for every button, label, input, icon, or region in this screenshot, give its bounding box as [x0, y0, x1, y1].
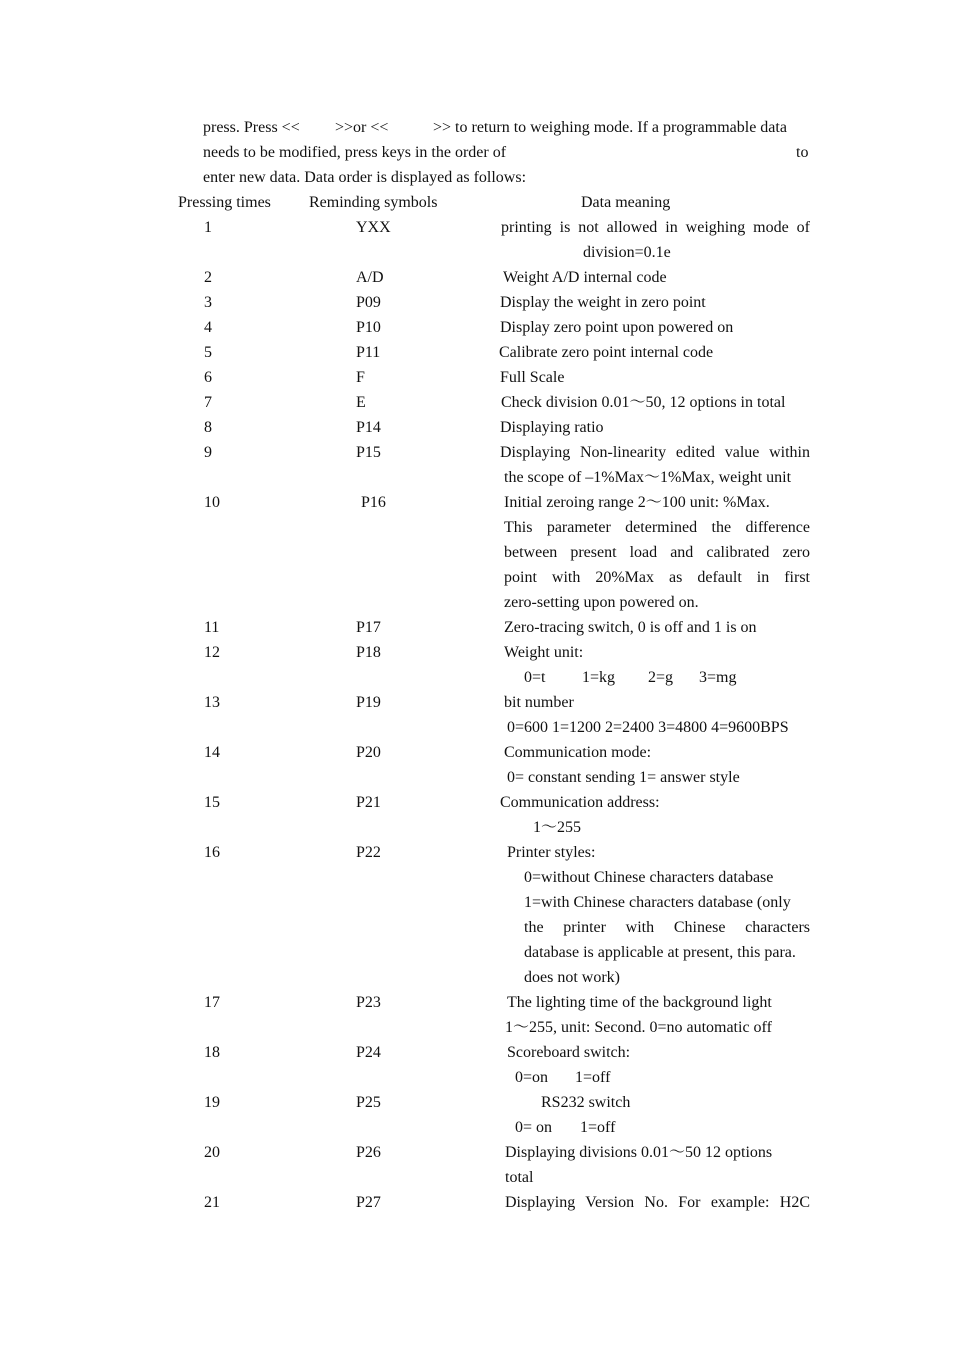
row-8-symbol: P14: [356, 419, 381, 436]
row-19-option-1: 0= on: [515, 1119, 553, 1136]
row-16-meaning-3: 1=with Chinese characters database (only: [524, 894, 791, 911]
row-12-number: 12: [204, 644, 220, 661]
row-1-meaning-2: division=0.1e: [583, 244, 671, 261]
row-8-number: 8: [204, 419, 212, 436]
row-21-number: 21: [204, 1194, 220, 1211]
row-14-meaning-2: 0= constant sending 1= answer style: [507, 769, 740, 786]
row-19-symbol: P25: [356, 1094, 381, 1111]
row-12-option-4: 3=mg: [699, 669, 737, 686]
row-17-number: 17: [204, 994, 220, 1011]
row-21-symbol: P27: [356, 1194, 381, 1211]
row-3-symbol: P09: [356, 294, 381, 311]
row-9-number: 9: [204, 444, 212, 461]
row-7-meaning-1: Check division 0.01～50, 12 options in total: [501, 394, 786, 411]
intro-line-2b: to: [796, 144, 809, 161]
row-10-meaning-4: point with 20%Max as default in first: [504, 569, 810, 586]
row-8-meaning-1: Displaying ratio: [500, 419, 604, 436]
row-9-symbol: P15: [356, 444, 381, 461]
row-17-symbol: P23: [356, 994, 381, 1011]
row-2-number: 2: [204, 269, 212, 286]
row-13-symbol: P19: [356, 694, 381, 711]
row-7-number: 7: [204, 394, 212, 411]
row-11-meaning-1: Zero-tracing switch, 0 is off and 1 is on: [504, 619, 757, 636]
row-14-number: 14: [204, 744, 220, 761]
row-10-meaning-3: between present load and calibrated zero: [504, 544, 810, 561]
row-16-meaning-1: Printer styles:: [507, 844, 596, 861]
row-12-option-1: 0=t: [524, 669, 546, 686]
row-15-meaning-1: Communication address:: [500, 794, 660, 811]
row-11-number: 11: [204, 619, 220, 636]
row-4-number: 4: [204, 319, 212, 336]
row-2-symbol: A/D: [356, 269, 384, 286]
intro-line-3: enter new data. Data order is displayed as follows:: [203, 169, 527, 186]
header-pressing-times: Pressing times: [178, 194, 271, 211]
row-9-meaning-1: Displaying Non-linearity edited value within: [500, 444, 810, 461]
row-12-symbol: P18: [356, 644, 381, 661]
intro-line-1c: >> to return to weighing mode. If a programmable data: [433, 119, 787, 136]
row-13-meaning-1: bit number: [504, 694, 574, 711]
row-10-symbol: P16: [361, 494, 386, 511]
row-18-option-1: 0=on: [515, 1069, 549, 1086]
row-11-symbol: P17: [356, 619, 381, 636]
row-12-option-3: 2=g: [648, 669, 674, 686]
row-13-number: 13: [204, 694, 220, 711]
row-12-option-2: 1=kg: [582, 669, 616, 686]
row-5-meaning-1: Calibrate zero point internal code: [499, 344, 714, 361]
intro-line-1b: >>or <<: [335, 119, 389, 136]
row-16-meaning-6: does not work): [524, 969, 620, 986]
row-20-number: 20: [204, 1144, 220, 1161]
row-15-meaning-2: 1～255: [533, 819, 582, 836]
row-14-symbol: P20: [356, 744, 381, 761]
row-1-meaning-1: printing is not allowed in weighing mode of: [501, 219, 810, 236]
header-reminding-symbols: Reminding symbols: [309, 194, 438, 211]
row-18-meaning-1: Scoreboard switch:: [507, 1044, 631, 1061]
row-21-meaning-1: Displaying Version No. For example: H2C: [505, 1194, 810, 1211]
row-15-symbol: P21: [356, 794, 381, 811]
row-19-meaning-1: RS232 switch: [541, 1094, 631, 1111]
row-13-meaning-2: 0=600 1=1200 2=2400 3=4800 4=9600BPS: [507, 719, 789, 736]
intro-line-1a: press. Press <<: [203, 119, 300, 136]
row-10-meaning-5: zero-setting upon powered on.: [504, 594, 699, 611]
row-12-meaning-1: Weight unit:: [504, 644, 584, 661]
row-18-symbol: P24: [356, 1044, 381, 1061]
row-7-symbol: E: [356, 394, 366, 411]
row-16-meaning-2: 0=without Chinese characters database: [524, 869, 774, 886]
row-10-number: 10: [204, 494, 220, 511]
row-19-option-2: 1=off: [580, 1119, 616, 1136]
row-17-meaning-1: The lighting time of the background light: [507, 994, 772, 1011]
row-15-number: 15: [204, 794, 220, 811]
row-17-meaning-2: 1～255, unit: Second. 0=no automatic off: [505, 1019, 772, 1036]
row-3-number: 3: [204, 294, 212, 311]
row-1-number: 1: [204, 219, 212, 236]
row-16-number: 16: [204, 844, 220, 861]
row-3-meaning-1: Display the weight in zero point: [500, 294, 706, 311]
row-4-symbol: P10: [356, 319, 381, 336]
row-20-meaning-2: total: [505, 1169, 534, 1186]
row-20-meaning-1: Displaying divisions 0.01～50 12 options: [505, 1144, 773, 1161]
row-5-symbol: P11: [356, 344, 381, 361]
row-14-meaning-1: Communication mode:: [504, 744, 652, 761]
row-10-meaning-1: Initial zeroing range 2～100 unit: %Max.: [504, 494, 770, 511]
row-16-meaning-4: the printer with Chinese characters: [524, 919, 810, 936]
row-19-number: 19: [204, 1094, 220, 1111]
row-6-meaning-1: Full Scale: [500, 369, 565, 386]
row-9-meaning-2: the scope of –1%Max～1%Max, weight unit: [504, 469, 792, 486]
intro-line-2a: needs to be modified, press keys in the order of: [203, 144, 507, 161]
row-16-symbol: P22: [356, 844, 381, 861]
row-10-meaning-2: This parameter determined the difference: [504, 519, 810, 536]
row-1-symbol: YXX: [356, 219, 391, 236]
row-5-number: 5: [204, 344, 212, 361]
row-18-number: 18: [204, 1044, 220, 1061]
row-20-symbol: P26: [356, 1144, 381, 1161]
row-6-symbol: F: [356, 369, 365, 386]
row-18-option-2: 1=off: [575, 1069, 611, 1086]
row-2-meaning-1: Weight A/D internal code: [503, 269, 667, 286]
row-6-number: 6: [204, 369, 212, 386]
row-16-meaning-5: database is applicable at present, this para.: [524, 944, 796, 961]
header-data-meaning: Data meaning: [581, 194, 671, 211]
row-4-meaning-1: Display zero point upon powered on: [500, 319, 734, 336]
